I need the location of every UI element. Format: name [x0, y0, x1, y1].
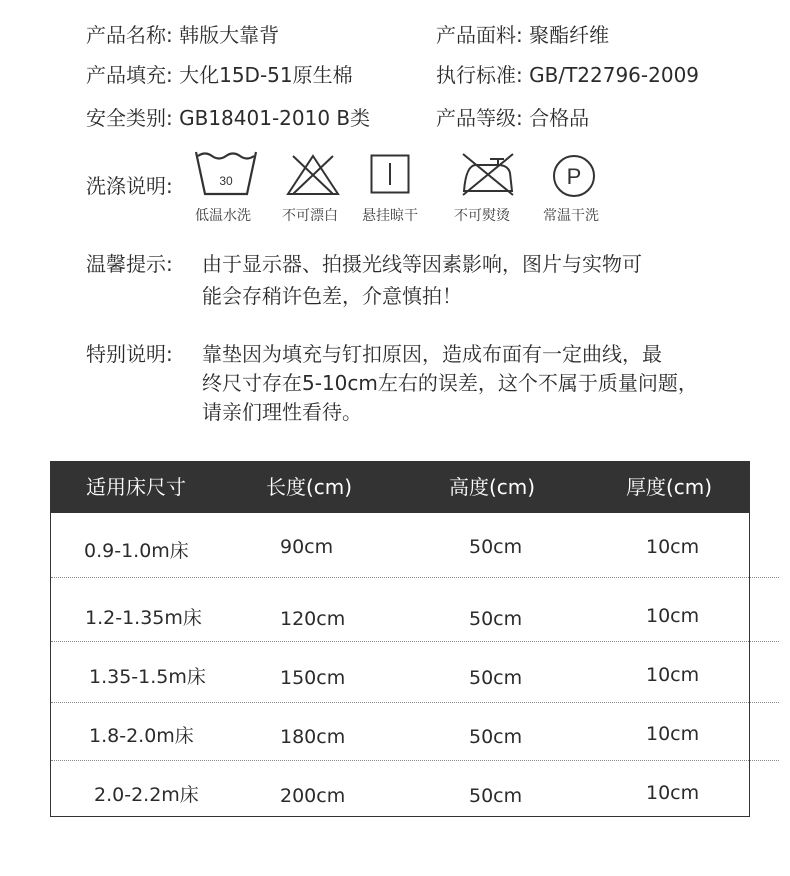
special-label: 特别说明:	[86, 342, 173, 366]
header-bed-size: 适用床尺寸	[86, 475, 186, 499]
spec-value: 聚酯纤维	[529, 23, 610, 47]
cell-height: 50cm	[469, 785, 523, 807]
cell-length: 150cm	[280, 667, 346, 689]
cell-bed-size: 0.9-1.0m床	[84, 540, 189, 562]
icon-caption: 不可熨烫	[454, 208, 510, 224]
spec-label: 安全类别:	[86, 106, 173, 130]
washing-label: 洗涤说明:	[86, 174, 173, 198]
icon-caption: 常温干洗	[543, 208, 599, 224]
header-thickness: 厚度(cm)	[626, 475, 713, 499]
tip-line: 能会存稍许色差，介意慎拍！	[202, 284, 462, 308]
spec-product-name	[86, 23, 279, 47]
cell-bed-size: 2.0-2.2m床	[94, 784, 199, 806]
icon-caption: 不可漂白	[282, 208, 338, 224]
hang-dry-icon	[370, 154, 410, 194]
spec-value: 韩版大靠背	[179, 23, 280, 47]
wash-30-icon	[195, 150, 257, 200]
row-divider	[51, 641, 779, 642]
spec-value: 合格品	[529, 106, 590, 130]
cell-thickness: 10cm	[646, 782, 700, 804]
header-length: 长度(cm)	[266, 475, 353, 499]
cell-bed-size: 1.2-1.35m床	[85, 607, 202, 629]
spec-value: GB/T22796-2009	[529, 63, 700, 87]
spec-label: 产品等级:	[436, 106, 523, 130]
spec-fabric	[436, 23, 609, 47]
row-divider	[51, 577, 779, 578]
row-divider	[51, 702, 779, 703]
spec-label: 执行标准:	[436, 63, 523, 87]
cell-length: 180cm	[280, 726, 346, 748]
size-table	[50, 461, 750, 817]
special-line: 靠垫因为填充与钉扣原因，造成布面有一定曲线，最	[202, 342, 662, 366]
spec-label: 产品面料:	[436, 23, 523, 47]
wash-temperature: 30	[219, 174, 233, 188]
tip-label: 温馨提示:	[86, 252, 173, 276]
cell-height: 50cm	[469, 726, 523, 748]
special-line: 终尺寸存在5-10cm左右的误差，这个不属于质量问题，	[202, 371, 698, 395]
spec-value: GB18401-2010 B类	[179, 106, 371, 130]
cell-height: 50cm	[469, 667, 523, 689]
cell-length: 200cm	[280, 785, 346, 807]
cell-bed-size: 1.8-2.0m床	[89, 725, 194, 747]
icon-caption: 低温水洗	[195, 208, 251, 224]
no-bleach-icon	[285, 153, 341, 197]
cell-thickness: 10cm	[646, 664, 700, 686]
spec-grade	[436, 106, 589, 130]
dry-clean-letter: P	[566, 164, 582, 189]
cell-height: 50cm	[469, 608, 523, 630]
cell-height: 50cm	[469, 536, 523, 558]
cell-thickness: 10cm	[646, 723, 700, 745]
cell-thickness: 10cm	[646, 605, 700, 627]
spec-standard	[436, 63, 699, 87]
table-header	[50, 461, 750, 513]
cell-length: 90cm	[280, 536, 334, 558]
header-height: 高度(cm)	[449, 475, 536, 499]
icon-caption: 悬挂晾干	[362, 208, 418, 224]
cell-thickness: 10cm	[646, 536, 700, 558]
cell-length: 120cm	[280, 608, 346, 630]
spec-label: 产品名称:	[86, 23, 173, 47]
special-line: 请亲们理性看待。	[202, 400, 362, 424]
spec-value: 大化15D-51原生棉	[179, 63, 353, 87]
spec-label: 产品填充:	[86, 63, 173, 87]
cell-bed-size: 1.35-1.5m床	[89, 666, 206, 688]
dry-clean-icon	[552, 154, 596, 198]
spec-filling	[86, 63, 353, 87]
spec-safety	[86, 106, 370, 130]
tip-line: 由于显示器、拍摄光线等因素影响，图片与实物可	[202, 252, 642, 276]
row-divider	[51, 760, 779, 761]
no-iron-icon	[458, 151, 518, 197]
